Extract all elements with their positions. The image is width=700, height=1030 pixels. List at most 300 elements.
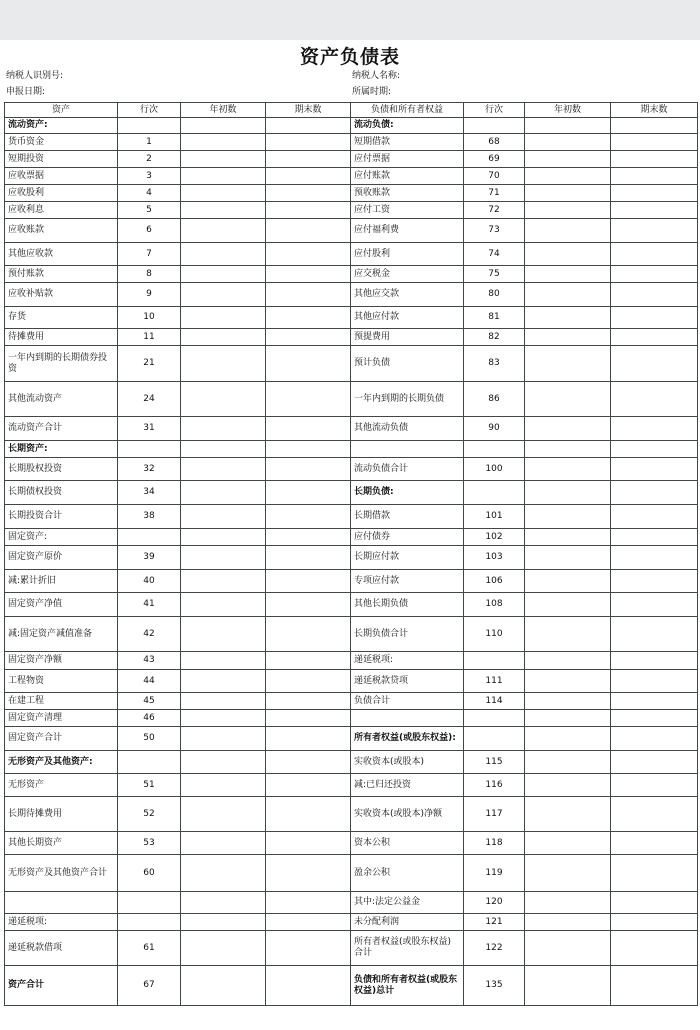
asset-opening-cell bbox=[181, 417, 266, 441]
asset-row-no-cell: 45 bbox=[118, 693, 181, 710]
asset-closing-cell bbox=[266, 458, 351, 481]
liability-opening-cell bbox=[525, 931, 611, 966]
asset-closing-cell bbox=[266, 693, 351, 710]
table-row bbox=[5, 914, 698, 931]
liability-closing-cell bbox=[611, 481, 698, 505]
asset-closing-cell bbox=[266, 832, 351, 855]
top-bar bbox=[0, 0, 700, 40]
liability-closing-cell bbox=[611, 151, 698, 168]
table-row bbox=[5, 727, 698, 751]
asset-closing-cell bbox=[266, 774, 351, 797]
liability-item-cell: 长期借款 bbox=[351, 505, 464, 529]
asset-item-cell: 无形资产 bbox=[5, 774, 118, 797]
asset-item-cell: 流动资产合计 bbox=[5, 417, 118, 441]
balance-sheet-table bbox=[4, 102, 698, 1006]
liability-item-cell: 专项应付款 bbox=[351, 570, 464, 593]
liability-opening-cell bbox=[525, 266, 611, 283]
liability-row-no-cell: 116 bbox=[464, 774, 525, 797]
liability-item-cell: 应付票据 bbox=[351, 151, 464, 168]
liability-item-cell: 短期借款 bbox=[351, 134, 464, 151]
table-row bbox=[5, 283, 698, 307]
liability-opening-cell bbox=[525, 134, 611, 151]
liability-opening-cell bbox=[525, 832, 611, 855]
header-assets: 资产 bbox=[5, 103, 118, 118]
table-row bbox=[5, 966, 698, 1006]
asset-row-no-cell: 6 bbox=[118, 219, 181, 243]
liability-closing-cell bbox=[611, 931, 698, 966]
liability-opening-cell bbox=[525, 481, 611, 505]
liability-closing-cell bbox=[611, 546, 698, 570]
asset-row-no-cell bbox=[118, 441, 181, 458]
table-row bbox=[5, 593, 698, 617]
asset-item-cell: 长期债权投资 bbox=[5, 481, 118, 505]
liability-opening-cell bbox=[525, 652, 611, 670]
asset-closing-cell bbox=[266, 670, 351, 693]
asset-opening-cell bbox=[181, 505, 266, 529]
asset-closing-cell bbox=[266, 202, 351, 219]
liability-closing-cell bbox=[611, 346, 698, 382]
asset-closing-cell bbox=[266, 931, 351, 966]
asset-item-cell: 预付账款 bbox=[5, 266, 118, 283]
liability-opening-cell bbox=[525, 529, 611, 546]
asset-opening-cell bbox=[181, 710, 266, 727]
liability-row-no-cell bbox=[464, 481, 525, 505]
asset-closing-cell bbox=[266, 481, 351, 505]
liability-closing-cell bbox=[611, 243, 698, 266]
table-row bbox=[5, 546, 698, 570]
asset-item-cell: 无形资产及其他资产: bbox=[5, 751, 118, 774]
liability-opening-cell bbox=[525, 458, 611, 481]
liability-opening-cell bbox=[525, 914, 611, 931]
table-header-row bbox=[5, 103, 698, 118]
liability-closing-cell bbox=[611, 593, 698, 617]
liability-closing-cell bbox=[611, 382, 698, 417]
asset-item-cell: 短期投资 bbox=[5, 151, 118, 168]
asset-row-no-cell: 67 bbox=[118, 966, 181, 1006]
asset-row-no-cell: 44 bbox=[118, 670, 181, 693]
liability-row-no-cell: 71 bbox=[464, 185, 525, 202]
liability-closing-cell bbox=[611, 529, 698, 546]
liability-row-no-cell bbox=[464, 441, 525, 458]
liability-closing-cell bbox=[611, 892, 698, 914]
asset-opening-cell bbox=[181, 914, 266, 931]
liability-closing-cell bbox=[611, 505, 698, 529]
asset-item-cell: 其他应收款 bbox=[5, 243, 118, 266]
table-row bbox=[5, 751, 698, 774]
asset-row-no-cell: 21 bbox=[118, 346, 181, 382]
liability-row-no-cell bbox=[464, 652, 525, 670]
asset-row-no-cell bbox=[118, 751, 181, 774]
asset-closing-cell bbox=[266, 966, 351, 1006]
liability-row-no-cell bbox=[464, 118, 525, 134]
liability-closing-cell bbox=[611, 617, 698, 652]
liability-row-no-cell: 103 bbox=[464, 546, 525, 570]
asset-closing-cell bbox=[266, 710, 351, 727]
table-row bbox=[5, 617, 698, 652]
liability-item-cell: 应付福利费 bbox=[351, 219, 464, 243]
liability-item-cell: 负债和所有者权益(或股东权益)总计 bbox=[351, 966, 464, 1006]
table-row bbox=[5, 710, 698, 727]
liability-opening-cell bbox=[525, 382, 611, 417]
liability-item-cell: 预计负债 bbox=[351, 346, 464, 382]
table-row bbox=[5, 505, 698, 529]
asset-row-no-cell: 60 bbox=[118, 855, 181, 892]
liability-closing-cell bbox=[611, 118, 698, 134]
table-row bbox=[5, 151, 698, 168]
liability-row-no-cell: 82 bbox=[464, 329, 525, 346]
liability-item-cell: 其他长期负债 bbox=[351, 593, 464, 617]
asset-closing-cell bbox=[266, 307, 351, 329]
asset-item-cell: 减:固定资产减值准备 bbox=[5, 617, 118, 652]
asset-closing-cell bbox=[266, 266, 351, 283]
liability-row-no-cell: 114 bbox=[464, 693, 525, 710]
liability-opening-cell bbox=[525, 966, 611, 1006]
asset-opening-cell bbox=[181, 202, 266, 219]
asset-opening-cell bbox=[181, 652, 266, 670]
liability-closing-cell bbox=[611, 751, 698, 774]
liability-row-no-cell: 73 bbox=[464, 219, 525, 243]
asset-item-cell: 货币资金 bbox=[5, 134, 118, 151]
liability-closing-cell bbox=[611, 283, 698, 307]
table-row bbox=[5, 134, 698, 151]
table-row bbox=[5, 185, 698, 202]
asset-closing-cell bbox=[266, 134, 351, 151]
liability-item-cell: 所有者权益(或股东权益): bbox=[351, 727, 464, 751]
asset-row-no-cell: 38 bbox=[118, 505, 181, 529]
asset-opening-cell bbox=[181, 185, 266, 202]
asset-opening-cell bbox=[181, 774, 266, 797]
asset-item-cell: 应收股利 bbox=[5, 185, 118, 202]
asset-opening-cell bbox=[181, 966, 266, 1006]
liability-opening-cell bbox=[525, 441, 611, 458]
liability-row-no-cell: 110 bbox=[464, 617, 525, 652]
asset-row-no-cell: 10 bbox=[118, 307, 181, 329]
asset-closing-cell bbox=[266, 727, 351, 751]
asset-row-no-cell: 7 bbox=[118, 243, 181, 266]
liability-item-cell: 减:已归还投资 bbox=[351, 774, 464, 797]
asset-closing-cell bbox=[266, 151, 351, 168]
liability-row-no-cell: 81 bbox=[464, 307, 525, 329]
liability-item-cell: 实收资本(或股本)净额 bbox=[351, 797, 464, 832]
liability-item-cell: 应付账款 bbox=[351, 168, 464, 185]
asset-opening-cell bbox=[181, 832, 266, 855]
liability-row-no-cell: 106 bbox=[464, 570, 525, 593]
asset-closing-cell bbox=[266, 441, 351, 458]
liability-item-cell: 资本公积 bbox=[351, 832, 464, 855]
liability-closing-cell bbox=[611, 914, 698, 931]
asset-item-cell: 固定资产清理 bbox=[5, 710, 118, 727]
liability-item-cell bbox=[351, 710, 464, 727]
asset-row-no-cell bbox=[118, 529, 181, 546]
asset-row-no-cell: 32 bbox=[118, 458, 181, 481]
asset-opening-cell bbox=[181, 382, 266, 417]
liability-closing-cell bbox=[611, 329, 698, 346]
liability-row-no-cell: 119 bbox=[464, 855, 525, 892]
header-closing: 期末数 bbox=[266, 103, 351, 118]
asset-item-cell: 流动资产: bbox=[5, 118, 118, 134]
asset-closing-cell bbox=[266, 243, 351, 266]
liability-item-cell: 长期应付款 bbox=[351, 546, 464, 570]
header-closing-right: 期末数 bbox=[611, 103, 698, 118]
liability-row-no-cell: 135 bbox=[464, 966, 525, 1006]
liability-row-no-cell: 74 bbox=[464, 243, 525, 266]
liability-opening-cell bbox=[525, 593, 611, 617]
asset-item-cell: 资产合计 bbox=[5, 966, 118, 1006]
liability-row-no-cell: 111 bbox=[464, 670, 525, 693]
asset-opening-cell bbox=[181, 670, 266, 693]
taxpayer-name-label: 纳税人名称: bbox=[352, 71, 401, 81]
table-row bbox=[5, 855, 698, 892]
liability-closing-cell bbox=[611, 652, 698, 670]
asset-item-cell: 减:累计折旧 bbox=[5, 570, 118, 593]
asset-opening-cell bbox=[181, 307, 266, 329]
asset-item-cell: 递延税项: bbox=[5, 914, 118, 931]
liability-closing-cell bbox=[611, 774, 698, 797]
asset-closing-cell bbox=[266, 529, 351, 546]
liability-item-cell: 实收资本(或股本) bbox=[351, 751, 464, 774]
liability-opening-cell bbox=[525, 797, 611, 832]
asset-item-cell: 固定资产原价 bbox=[5, 546, 118, 570]
asset-closing-cell bbox=[266, 892, 351, 914]
liability-row-no-cell: 101 bbox=[464, 505, 525, 529]
liability-row-no-cell: 118 bbox=[464, 832, 525, 855]
liability-item-cell bbox=[351, 441, 464, 458]
table-row bbox=[5, 243, 698, 266]
liability-opening-cell bbox=[525, 855, 611, 892]
asset-row-no-cell: 41 bbox=[118, 593, 181, 617]
liability-opening-cell bbox=[525, 168, 611, 185]
asset-opening-cell bbox=[181, 797, 266, 832]
liability-opening-cell bbox=[525, 219, 611, 243]
liability-item-cell: 盈余公积 bbox=[351, 855, 464, 892]
asset-item-cell: 应收补贴款 bbox=[5, 283, 118, 307]
report-date-label: 申报日期: bbox=[6, 87, 46, 97]
liability-opening-cell bbox=[525, 283, 611, 307]
liability-opening-cell bbox=[525, 151, 611, 168]
liability-closing-cell bbox=[611, 797, 698, 832]
asset-closing-cell bbox=[266, 570, 351, 593]
liability-closing-cell bbox=[611, 134, 698, 151]
liability-closing-cell bbox=[611, 966, 698, 1006]
liability-row-no-cell: 69 bbox=[464, 151, 525, 168]
asset-item-cell: 长期资产: bbox=[5, 441, 118, 458]
asset-closing-cell bbox=[266, 168, 351, 185]
liability-row-no-cell: 122 bbox=[464, 931, 525, 966]
asset-row-no-cell: 51 bbox=[118, 774, 181, 797]
table-row bbox=[5, 797, 698, 832]
asset-row-no-cell bbox=[118, 892, 181, 914]
asset-row-no-cell: 42 bbox=[118, 617, 181, 652]
table-row bbox=[5, 652, 698, 670]
liability-opening-cell bbox=[525, 670, 611, 693]
table-row bbox=[5, 458, 698, 481]
asset-item-cell: 固定资产净额 bbox=[5, 652, 118, 670]
liability-closing-cell bbox=[611, 670, 698, 693]
asset-item-cell: 固定资产净值 bbox=[5, 593, 118, 617]
asset-item-cell: 待摊费用 bbox=[5, 329, 118, 346]
liability-opening-cell bbox=[525, 417, 611, 441]
asset-opening-cell bbox=[181, 283, 266, 307]
liability-item-cell: 应付工资 bbox=[351, 202, 464, 219]
asset-closing-cell bbox=[266, 283, 351, 307]
asset-closing-cell bbox=[266, 118, 351, 134]
liability-opening-cell bbox=[525, 892, 611, 914]
liability-item-cell: 其他应付款 bbox=[351, 307, 464, 329]
table-row bbox=[5, 118, 698, 134]
asset-opening-cell bbox=[181, 593, 266, 617]
asset-item-cell: 长期股权投资 bbox=[5, 458, 118, 481]
asset-closing-cell bbox=[266, 797, 351, 832]
liability-opening-cell bbox=[525, 617, 611, 652]
asset-row-no-cell: 52 bbox=[118, 797, 181, 832]
period-label: 所属时期: bbox=[352, 87, 392, 97]
table-row bbox=[5, 329, 698, 346]
liability-item-cell: 其他流动负债 bbox=[351, 417, 464, 441]
liability-closing-cell bbox=[611, 168, 698, 185]
asset-row-no-cell: 9 bbox=[118, 283, 181, 307]
liability-row-no-cell bbox=[464, 710, 525, 727]
asset-item-cell bbox=[5, 892, 118, 914]
liability-opening-cell bbox=[525, 727, 611, 751]
liability-item-cell: 长期负债: bbox=[351, 481, 464, 505]
asset-opening-cell bbox=[181, 892, 266, 914]
liability-row-no-cell: 100 bbox=[464, 458, 525, 481]
liability-item-cell: 预收账款 bbox=[351, 185, 464, 202]
liability-closing-cell bbox=[611, 441, 698, 458]
liability-item-cell: 流动负债合计 bbox=[351, 458, 464, 481]
header-row-no: 行次 bbox=[118, 103, 181, 118]
asset-closing-cell bbox=[266, 751, 351, 774]
liability-opening-cell bbox=[525, 693, 611, 710]
liability-row-no-cell: 83 bbox=[464, 346, 525, 382]
liability-item-cell: 流动负债: bbox=[351, 118, 464, 134]
liability-item-cell: 应付债券 bbox=[351, 529, 464, 546]
asset-opening-cell bbox=[181, 855, 266, 892]
liability-opening-cell bbox=[525, 329, 611, 346]
table-row bbox=[5, 219, 698, 243]
table-row bbox=[5, 570, 698, 593]
liability-item-cell: 所有者权益(或股东权益)合计 bbox=[351, 931, 464, 966]
asset-item-cell: 其他长期资产 bbox=[5, 832, 118, 855]
liability-opening-cell bbox=[525, 185, 611, 202]
asset-row-no-cell: 31 bbox=[118, 417, 181, 441]
table-row bbox=[5, 307, 698, 329]
liability-row-no-cell bbox=[464, 727, 525, 751]
asset-row-no-cell bbox=[118, 118, 181, 134]
liability-item-cell: 未分配利润 bbox=[351, 914, 464, 931]
liability-item-cell: 其中:法定公益金 bbox=[351, 892, 464, 914]
asset-opening-cell bbox=[181, 693, 266, 710]
asset-opening-cell bbox=[181, 151, 266, 168]
asset-opening-cell bbox=[181, 617, 266, 652]
liability-item-cell: 递延税款贷项 bbox=[351, 670, 464, 693]
liability-closing-cell bbox=[611, 458, 698, 481]
liability-closing-cell bbox=[611, 307, 698, 329]
liability-opening-cell bbox=[525, 346, 611, 382]
liability-opening-cell bbox=[525, 751, 611, 774]
asset-row-no-cell: 61 bbox=[118, 931, 181, 966]
page-title: 资产负债表 bbox=[299, 46, 400, 68]
liability-closing-cell bbox=[611, 185, 698, 202]
asset-row-no-cell: 1 bbox=[118, 134, 181, 151]
table-row bbox=[5, 382, 698, 417]
asset-item-cell: 固定资产: bbox=[5, 529, 118, 546]
asset-row-no-cell: 2 bbox=[118, 151, 181, 168]
liability-row-no-cell: 115 bbox=[464, 751, 525, 774]
asset-opening-cell bbox=[181, 570, 266, 593]
liability-item-cell: 应交税金 bbox=[351, 266, 464, 283]
table-row bbox=[5, 693, 698, 710]
asset-closing-cell bbox=[266, 329, 351, 346]
liability-item-cell: 预提费用 bbox=[351, 329, 464, 346]
table-row bbox=[5, 892, 698, 914]
table-row bbox=[5, 774, 698, 797]
liability-row-no-cell: 117 bbox=[464, 797, 525, 832]
asset-closing-cell bbox=[266, 382, 351, 417]
asset-item-cell: 长期投资合计 bbox=[5, 505, 118, 529]
table-row bbox=[5, 832, 698, 855]
liability-row-no-cell: 72 bbox=[464, 202, 525, 219]
asset-row-no-cell: 4 bbox=[118, 185, 181, 202]
asset-closing-cell bbox=[266, 219, 351, 243]
liability-opening-cell bbox=[525, 202, 611, 219]
asset-item-cell: 存货 bbox=[5, 307, 118, 329]
liability-item-cell: 应付股利 bbox=[351, 243, 464, 266]
asset-item-cell: 工程物资 bbox=[5, 670, 118, 693]
asset-opening-cell bbox=[181, 751, 266, 774]
liability-closing-cell bbox=[611, 693, 698, 710]
asset-opening-cell bbox=[181, 931, 266, 966]
asset-closing-cell bbox=[266, 914, 351, 931]
asset-closing-cell bbox=[266, 652, 351, 670]
asset-row-no-cell: 11 bbox=[118, 329, 181, 346]
asset-row-no-cell: 5 bbox=[118, 202, 181, 219]
asset-row-no-cell: 8 bbox=[118, 266, 181, 283]
liability-closing-cell bbox=[611, 710, 698, 727]
liability-opening-cell bbox=[525, 118, 611, 134]
liability-opening-cell bbox=[525, 307, 611, 329]
asset-opening-cell bbox=[181, 481, 266, 505]
liability-closing-cell bbox=[611, 727, 698, 751]
liability-opening-cell bbox=[525, 774, 611, 797]
table-row bbox=[5, 168, 698, 185]
asset-item-cell: 在建工程 bbox=[5, 693, 118, 710]
asset-closing-cell bbox=[266, 593, 351, 617]
asset-row-no-cell bbox=[118, 914, 181, 931]
liability-closing-cell bbox=[611, 855, 698, 892]
liability-item-cell: 一年内到期的长期负债 bbox=[351, 382, 464, 417]
liability-row-no-cell: 80 bbox=[464, 283, 525, 307]
liability-closing-cell bbox=[611, 832, 698, 855]
table-row bbox=[5, 481, 698, 505]
table-row bbox=[5, 266, 698, 283]
asset-item-cell: 递延税款借项 bbox=[5, 931, 118, 966]
header-row-no-right: 行次 bbox=[464, 103, 525, 118]
table-row bbox=[5, 346, 698, 382]
liability-opening-cell bbox=[525, 505, 611, 529]
asset-row-no-cell: 39 bbox=[118, 546, 181, 570]
asset-item-cell: 应收利息 bbox=[5, 202, 118, 219]
liability-row-no-cell: 86 bbox=[464, 382, 525, 417]
liability-opening-cell bbox=[525, 546, 611, 570]
asset-item-cell: 应收票据 bbox=[5, 168, 118, 185]
asset-item-cell: 无形资产及其他资产合计 bbox=[5, 855, 118, 892]
liability-closing-cell bbox=[611, 417, 698, 441]
asset-row-no-cell: 40 bbox=[118, 570, 181, 593]
asset-closing-cell bbox=[266, 617, 351, 652]
asset-closing-cell bbox=[266, 417, 351, 441]
asset-opening-cell bbox=[181, 168, 266, 185]
